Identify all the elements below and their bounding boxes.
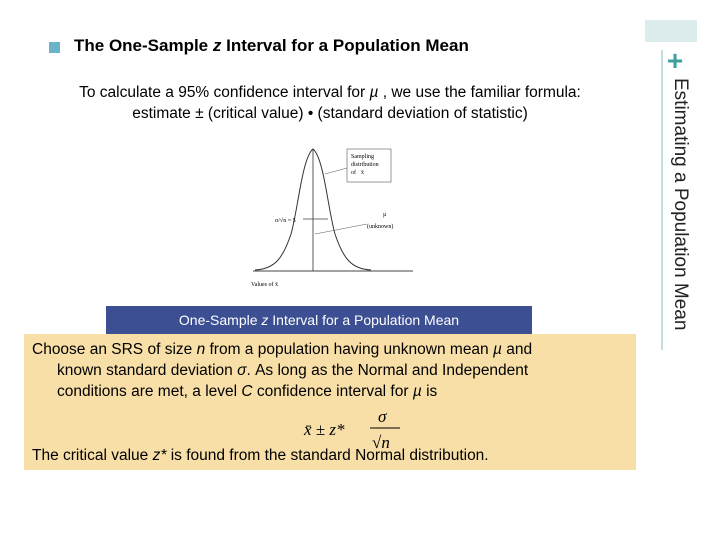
intro-text: [20, 82, 640, 124]
label-mu: µ: [383, 212, 387, 218]
definition-footer: The critical value z* is found from the standard Normal distribution.: [32, 447, 489, 464]
label-sampling-3: of: [351, 170, 356, 176]
label-unknown: (unknown): [367, 224, 394, 230]
definition-text: [32, 339, 632, 402]
vertical-rule: [661, 50, 663, 350]
label-xbar: x̄: [361, 170, 364, 176]
definition-box: [24, 334, 636, 470]
formula-denominator: √n: [372, 433, 390, 452]
box-header: One-Sample z Interval for a Population Mean: [106, 306, 532, 334]
page-title: The One-Sample z Interval for a Population Mean: [74, 36, 469, 55]
definition-line-2: known standard deviation σ. As long as the Normal and Independent: [57, 362, 529, 379]
intro-line-2: estimate ± (critical value) • (standard deviation of statistic): [132, 105, 528, 122]
side-title: Estimating a Population Mean: [670, 78, 691, 331]
label-sampling-2: distribution: [351, 162, 379, 168]
label-sigma-fraction: σ/√n = 5: [275, 218, 296, 224]
plus-icon: +: [666, 45, 684, 76]
definition-line-1: Choose an SRS of size n from a population having unknown mean µ and: [32, 341, 533, 358]
intro-line-1: To calculate a 95% confidence interval for µ , we use the familiar formula:: [79, 84, 581, 101]
formula-left: x̄ ± z*: [304, 420, 345, 439]
sampling-distribution-figure: [245, 138, 435, 290]
accent-block: [645, 20, 697, 42]
label-sampling-1: Sampling: [351, 154, 375, 160]
definition-line-3: conditions are met, a level C confidence interval for µ is: [57, 383, 438, 400]
formula-numerator: σ: [378, 407, 387, 426]
label-values: Values of x̄: [251, 282, 278, 288]
bullet-icon: [49, 42, 60, 53]
